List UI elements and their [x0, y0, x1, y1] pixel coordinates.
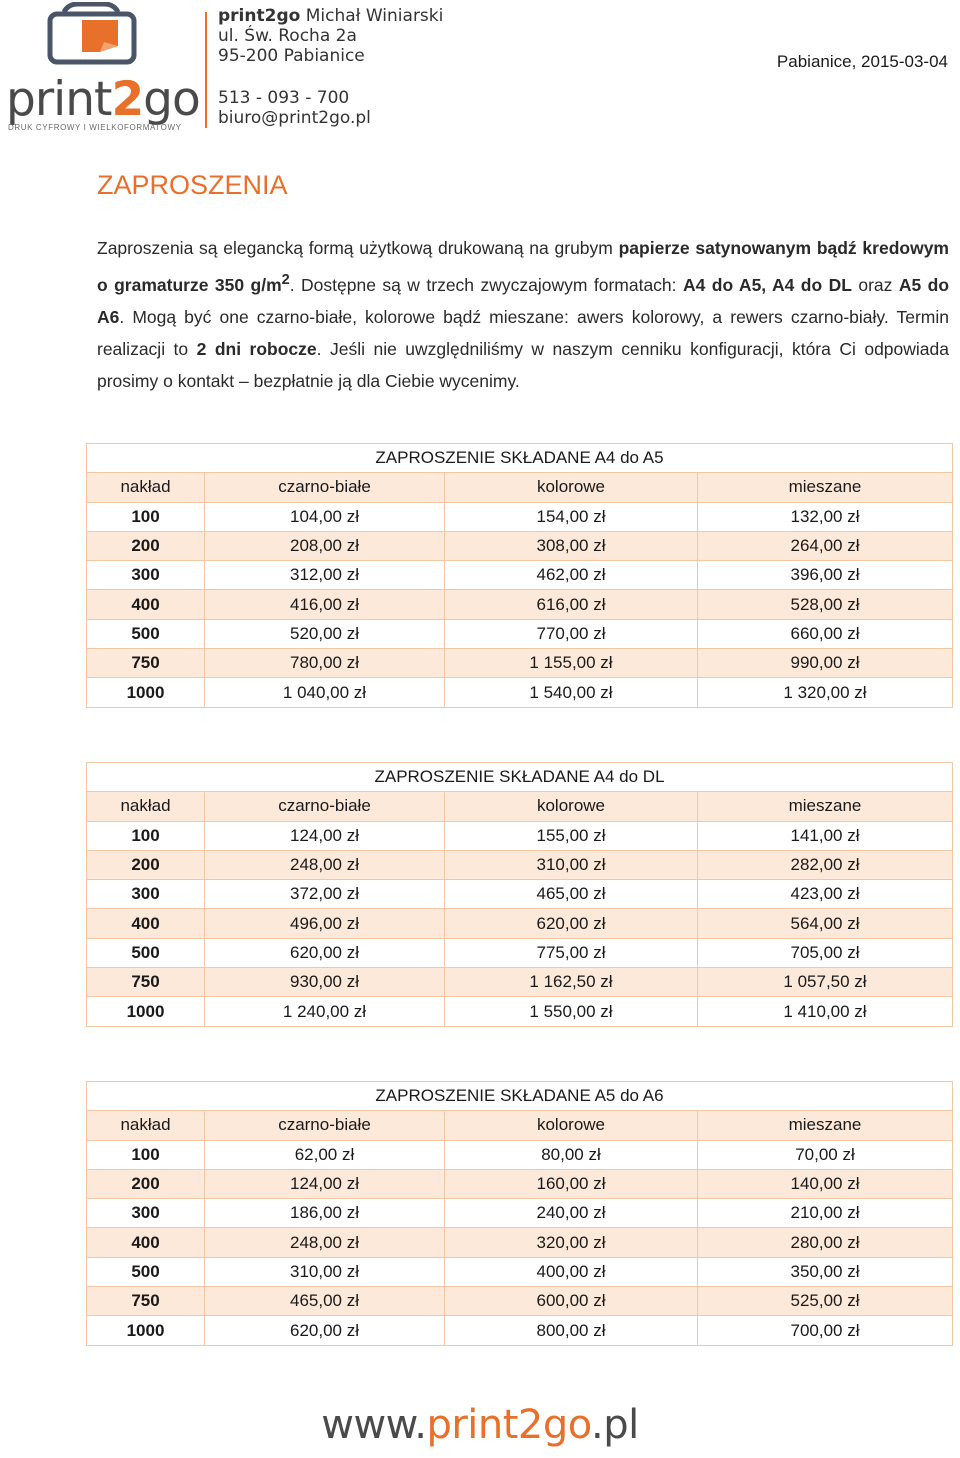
price-cell: 124,00 zł	[205, 821, 445, 850]
price-cell: 620,00 zł	[205, 938, 445, 967]
price-cell: 124,00 zł	[205, 1169, 445, 1198]
table-row	[87, 1169, 953, 1198]
contact-block	[218, 6, 443, 128]
price-cell: 154,00 zł	[445, 502, 698, 531]
column-header: czarno-białe	[205, 1111, 445, 1140]
quantity-cell: 750	[87, 649, 205, 678]
price-cell: 423,00 zł	[698, 880, 953, 909]
quantity-cell: 400	[87, 909, 205, 938]
price-cell: 528,00 zł	[698, 590, 953, 619]
price-cell: 620,00 zł	[445, 909, 698, 938]
price-cell: 1 162,50 zł	[445, 968, 698, 997]
price-cell: 770,00 zł	[445, 619, 698, 648]
price-cell: 282,00 zł	[698, 850, 953, 879]
table-row	[87, 821, 953, 850]
price-cell: 186,00 zł	[205, 1199, 445, 1228]
table-title-row	[87, 1082, 953, 1111]
table-row	[87, 938, 953, 967]
table-row	[87, 1287, 953, 1316]
price-cell: 80,00 zł	[445, 1140, 698, 1169]
logo-tagline: DRUK CYFROWY I WIELKOFORMATOWY	[8, 123, 182, 132]
table-row	[87, 619, 953, 648]
company-name: print2go Michał Winiarski	[218, 6, 444, 26]
quantity-cell: 200	[87, 531, 205, 560]
quantity-cell: 400	[87, 1228, 205, 1257]
price-cell: 308,00 zł	[445, 531, 698, 560]
quantity-cell: 200	[87, 850, 205, 879]
logo-wordmark: print2go	[6, 72, 200, 127]
quantity-cell: 500	[87, 938, 205, 967]
price-cell: 1 320,00 zł	[698, 678, 953, 707]
price-cell: 990,00 zł	[698, 649, 953, 678]
price-cell: 396,00 zł	[698, 561, 953, 590]
price-cell: 780,00 zł	[205, 649, 445, 678]
price-cell: 600,00 zł	[445, 1287, 698, 1316]
price-cell: 208,00 zł	[205, 531, 445, 560]
price-cell: 350,00 zł	[698, 1257, 953, 1286]
price-cell: 930,00 zł	[205, 968, 445, 997]
table-row	[87, 1257, 953, 1286]
quantity-cell: 300	[87, 561, 205, 590]
price-cell: 312,00 zł	[205, 561, 445, 590]
table-title: ZAPROSZENIE SKŁADANE A4 do DL	[87, 763, 953, 792]
quantity-cell: 400	[87, 590, 205, 619]
place-date: Pabianice, 2015-03-04	[776, 52, 948, 71]
quantity-cell: 300	[87, 880, 205, 909]
quantity-cell: 100	[87, 821, 205, 850]
quantity-cell: 1000	[87, 1316, 205, 1345]
price-cell: 660,00 zł	[698, 619, 953, 648]
column-header: czarno-białe	[205, 473, 445, 502]
price-cell: 140,00 zł	[698, 1169, 953, 1198]
city-address: 95-200 Pabianice	[218, 46, 365, 66]
price-table-a4-a5	[86, 443, 953, 708]
table-row	[87, 561, 953, 590]
price-cell: 1 057,50 zł	[698, 968, 953, 997]
quantity-cell: 500	[87, 1257, 205, 1286]
column-header: mieszane	[698, 1111, 953, 1140]
column-header: kolorowe	[445, 473, 698, 502]
table-row	[87, 590, 953, 619]
column-header: kolorowe	[445, 1111, 698, 1140]
price-cell: 800,00 zł	[445, 1316, 698, 1345]
table-title: ZAPROSZENIE SKŁADANE A4 do A5	[87, 444, 953, 473]
table-row	[87, 997, 953, 1026]
price-cell: 310,00 zł	[205, 1257, 445, 1286]
table-row	[87, 880, 953, 909]
table-row	[87, 531, 953, 560]
table-header-row	[87, 792, 953, 821]
street-address: ul. Św. Rocha 2a	[218, 26, 357, 46]
quantity-cell: 100	[87, 502, 205, 531]
quantity-cell: 500	[87, 619, 205, 648]
column-header: mieszane	[698, 792, 953, 821]
price-table-a5-a6	[86, 1081, 953, 1346]
table-row	[87, 909, 953, 938]
table-row	[87, 1316, 953, 1345]
price-cell: 564,00 zł	[698, 909, 953, 938]
price-cell: 496,00 zł	[205, 909, 445, 938]
table-row	[87, 678, 953, 707]
email-address[interactable]: biuro@print2go.pl	[218, 108, 371, 128]
table-row	[87, 968, 953, 997]
phone-number: 513 - 093 - 700	[218, 88, 350, 108]
footer-website-link[interactable]: www.print2go.pl	[321, 1402, 639, 1448]
column-header: nakład	[87, 473, 205, 502]
price-cell: 310,00 zł	[445, 850, 698, 879]
price-cell: 400,00 zł	[445, 1257, 698, 1286]
table-row	[87, 850, 953, 879]
intro-paragraph: Zaproszenia są elegancką formą użytkową drukowaną na grubym papierze satynowanym bądź kredowym o gramaturze 350 $g/m^2$. Dostępne są w trzech zwyczajowym formatach: A4 do A5, A4 do DL oraz A5 do A6. Mogą być one czarno-białe, kolorowe bądź mieszane: awers kolorowy, a rewers czarno-biały. Termin realizacji to 2 dni robocze. Jeśli nie uwzględniliśmy w naszym cenniku konfiguracji, która Ci odpowiada prosimy o kontakt – bezpłatnie ją dla Ciebie wycenimy.	[97, 238, 950, 391]
column-header: nakład	[87, 1111, 205, 1140]
price-cell: 700,00 zł	[698, 1316, 953, 1345]
price-cell: 372,00 zł	[205, 880, 445, 909]
table-title: ZAPROSZENIE SKŁADANE A5 do A6	[87, 1082, 953, 1111]
price-cell: 1 410,00 zł	[698, 997, 953, 1026]
price-cell: 775,00 zł	[445, 938, 698, 967]
price-cell: 525,00 zł	[698, 1287, 953, 1316]
price-cell: 520,00 zł	[205, 619, 445, 648]
page-title: ZAPROSZENIA	[97, 170, 288, 200]
price-cell: 210,00 zł	[698, 1199, 953, 1228]
table-header-row	[87, 1111, 953, 1140]
table-title-row	[87, 763, 953, 792]
table-row	[87, 502, 953, 531]
column-header: nakład	[87, 792, 205, 821]
logo-folder-icon	[44, 2, 142, 66]
price-cell: 160,00 zł	[445, 1169, 698, 1198]
header-divider	[205, 12, 207, 128]
price-cell: 248,00 zł	[205, 850, 445, 879]
quantity-cell: 1000	[87, 678, 205, 707]
price-cell: 240,00 zł	[445, 1199, 698, 1228]
quantity-cell: 100	[87, 1140, 205, 1169]
price-cell: 1 240,00 zł	[205, 997, 445, 1026]
price-cell: 62,00 zł	[205, 1140, 445, 1169]
price-cell: 320,00 zł	[445, 1228, 698, 1257]
price-cell: 462,00 zł	[445, 561, 698, 590]
price-cell: 705,00 zł	[698, 938, 953, 967]
company-logo	[6, 2, 200, 132]
column-header: czarno-białe	[205, 792, 445, 821]
table-header-row	[87, 473, 953, 502]
table-row	[87, 1199, 953, 1228]
price-cell: 132,00 zł	[698, 502, 953, 531]
quantity-cell: 750	[87, 968, 205, 997]
price-cell: 70,00 zł	[698, 1140, 953, 1169]
quantity-cell: 200	[87, 1169, 205, 1198]
price-cell: 141,00 zł	[698, 821, 953, 850]
price-cell: 1 155,00 zł	[445, 649, 698, 678]
price-cell: 465,00 zł	[445, 880, 698, 909]
price-cell: 155,00 zł	[445, 821, 698, 850]
price-cell: 248,00 zł	[205, 1228, 445, 1257]
price-cell: 465,00 zł	[205, 1287, 445, 1316]
column-header: kolorowe	[445, 792, 698, 821]
price-cell: 416,00 zł	[205, 590, 445, 619]
quantity-cell: 750	[87, 1287, 205, 1316]
price-cell: 616,00 zł	[445, 590, 698, 619]
price-cell: 1 040,00 zł	[205, 678, 445, 707]
table-title-row	[87, 444, 953, 473]
price-cell: 104,00 zł	[205, 502, 445, 531]
price-cell: 1 550,00 zł	[445, 997, 698, 1026]
table-row	[87, 1140, 953, 1169]
price-cell: 280,00 zł	[698, 1228, 953, 1257]
price-cell: 620,00 zł	[205, 1316, 445, 1345]
price-cell: 264,00 zł	[698, 531, 953, 560]
column-header: mieszane	[698, 473, 953, 502]
price-table-a4-dl	[86, 762, 953, 1027]
table-row	[87, 649, 953, 678]
quantity-cell: 1000	[87, 997, 205, 1026]
table-row	[87, 1228, 953, 1257]
price-cell: 1 540,00 zł	[445, 678, 698, 707]
quantity-cell: 300	[87, 1199, 205, 1228]
